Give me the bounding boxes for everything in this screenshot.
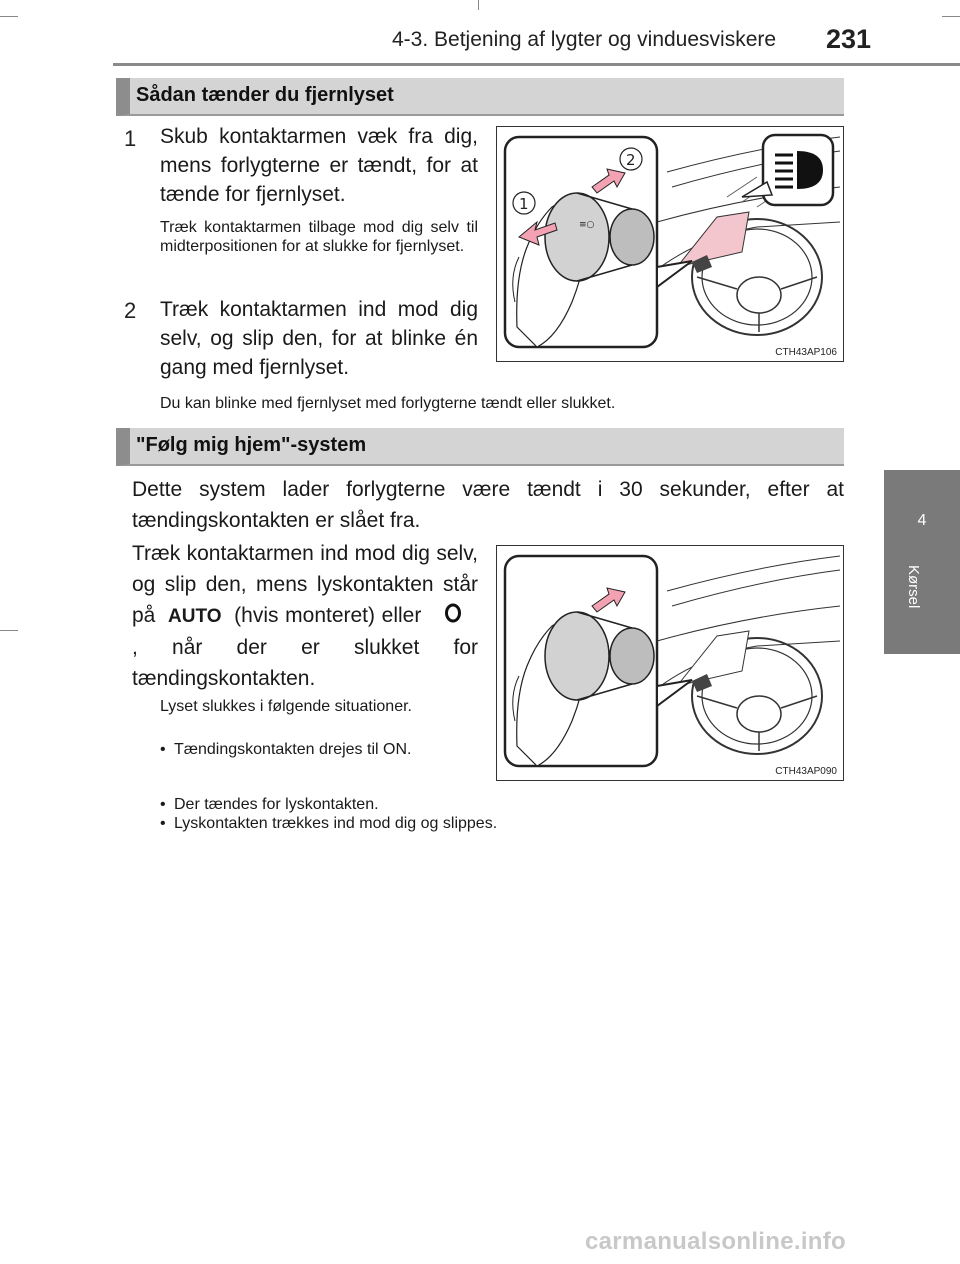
section-heading-high-beam (116, 78, 844, 116)
follow-me-intro: Dette system lader forlygterne være tændt i 30 sekunder, efter at tændingskontakten er slået fra. (132, 478, 844, 532)
section-heading-text: Sådan tænder du fjernlyset (136, 84, 394, 106)
figure-follow-me-lever (496, 545, 844, 781)
figure-code: CTH43AP106 (775, 347, 837, 358)
page-header-title: 4-3. Betjening af lygter og vinduesviskere (392, 28, 777, 51)
crop-mark (942, 16, 960, 17)
bullet-item: • Lyskontakten trækkes ind mod dig og slippes. (148, 814, 648, 833)
svg-text:≡○: ≡○ (579, 220, 595, 230)
crop-mark (0, 16, 18, 17)
light-off-note: Lyset slukkes i følgende situationer. (160, 698, 412, 715)
crop-mark (0, 630, 18, 631)
section-heading-follow-me-home (116, 428, 844, 466)
step-badge-1: 1 (124, 126, 137, 151)
header-divider (113, 63, 960, 66)
follow-me-instruction (132, 538, 478, 694)
figure-code: CTH43AP090 (775, 766, 837, 777)
crop-mark (478, 0, 479, 10)
flash-note: Du kan blinke med fjernlyset med forlygterne tændt eller slukket. (160, 395, 616, 412)
bullet-list (148, 740, 478, 759)
page-number: 231 (826, 24, 872, 54)
instruction-part1: Træk kontaktarmen ind mod dig selv, og slip den, mens lyskontakten står på (132, 542, 478, 627)
section-heading-text: "Følg mig hjem"-system (136, 434, 367, 456)
off-position-icon (428, 601, 478, 632)
lever-illustration-2 (497, 546, 842, 779)
step2-text: Træk kontaktarmen ind mod dig selv, og slip den, for at blinke én gang med fjernlyset. (160, 298, 478, 379)
bullet-item: • Der tændes for lyskontakten. (148, 795, 648, 814)
figure-high-beam-lever (496, 126, 844, 362)
bullet-list-cont (148, 795, 648, 833)
instruction-part2: (hvis monteret) eller (234, 604, 422, 627)
step-badge-2: 2 (124, 298, 137, 323)
watermark: carmanualsonline.info (585, 1228, 847, 1255)
auto-icon: AUTO (168, 605, 222, 627)
chapter-label: Kørsel (905, 565, 922, 609)
bullet-item: • Tændingskontakten drejes til ON. (148, 740, 478, 759)
chapter-number: 4 (917, 512, 927, 529)
lever-illustration (497, 127, 842, 360)
step1-text: Skub kontaktarmen væk fra dig, mens forlygterne er tændt, for at tænde for fjernlyset. (160, 125, 478, 206)
callout-1: 1 (519, 195, 529, 213)
callout-2: 2 (626, 151, 636, 169)
step1-note: Træk kontaktarmen tilbage mod dig selv til midterpositionen for at slukke for fjernlyset. (160, 219, 478, 255)
chapter-tab (884, 470, 960, 654)
instruction-part3: , når der er slukket for tændingskontakten. (132, 635, 478, 690)
